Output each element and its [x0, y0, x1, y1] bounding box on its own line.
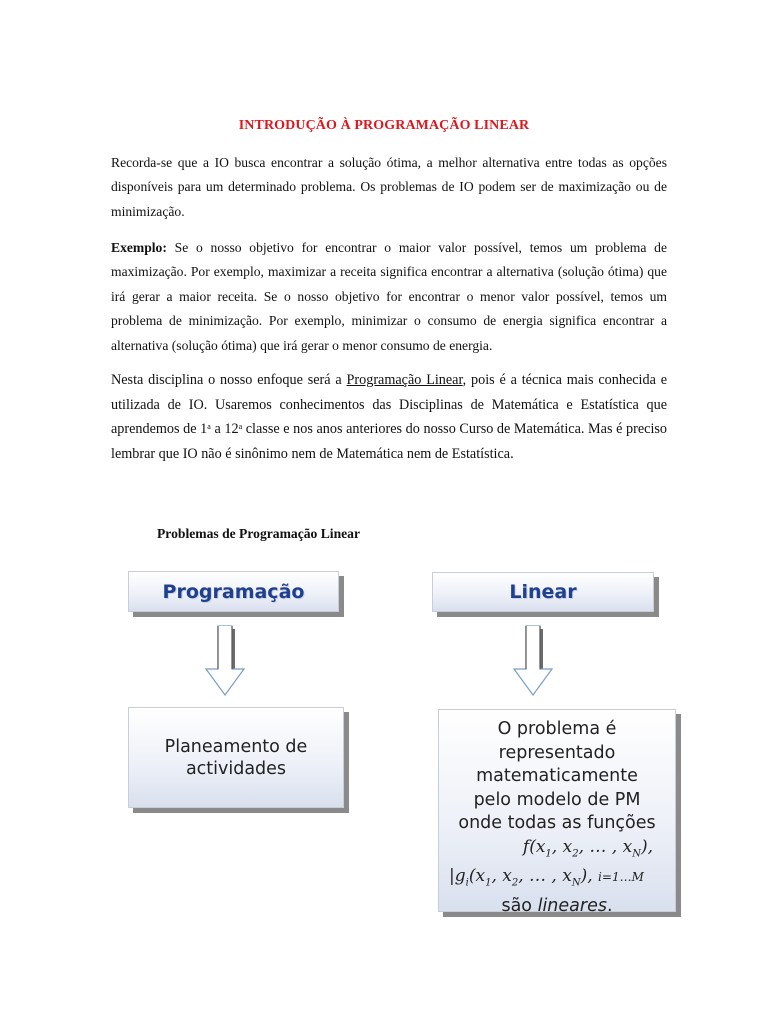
- programacao-linear-link[interactable]: Programação Linear: [346, 372, 463, 388]
- focus-text-d: classe e nos anos anteriores do nosso Curso de Matemática. Mas é preciso lembrar que IO não é sinônimo nem de Matemática nem de Estatística.: [111, 421, 667, 462]
- paragraph-example: [111, 236, 667, 358]
- formula-g: $|g_i(x_1$, $x_2$, … , $x_N$), i=1…M: [449, 866, 644, 889]
- desc-line-last: são lineares.: [501, 896, 613, 917]
- paragraph-intro: Recorda-se que a IO busca encontrar a solução ótima, a melhor alternativa entre todas as opções disponíveis para um determinado problema. Os problemas de IO podem ser de maximização ou de minimização.: [111, 155, 667, 219]
- sup-1: a: [207, 422, 211, 432]
- paragraph-focus: [111, 368, 667, 466]
- desc-line-1: O problema é: [497, 719, 617, 739]
- down-arrow-icon-left: [204, 625, 250, 697]
- document-title: INTRODUÇÃO À PROGRAMAÇÃO LINEAR: [238, 118, 530, 133]
- example-label: Exemplo:: [111, 240, 167, 255]
- focus-text-c: a 12: [210, 421, 239, 438]
- box-model-description: [438, 709, 676, 917]
- desc-line-2: representado: [498, 742, 616, 763]
- planeamento-line-2: actividades: [185, 758, 287, 779]
- focus-text-b: , pois é a técnica mais conhecida e utilizada de IO. Usaremos conhecimentos das Disciplinas de Matemática e Estatística que aprendemos de 1: [111, 372, 667, 438]
- section-heading: Problemas de Programação Linear: [157, 526, 360, 541]
- desc-line-3: matematicamente: [476, 766, 638, 786]
- formula-f: $f(x_1$, $x_2$, … , $x_N$),: [522, 836, 653, 859]
- example-text: Se o nosso objetivo for encontrar o maior valor possível, temos um problema de maximização. Por exemplo, maximizar a receita significa encontrar a alternativa (solução ótima) que irá gerar a maior receita. Se o nosso objetivo for encontrar o menor valor possível, temos um problema de minimização. Por exemplo, minimizar o consumo de energia significa encontrar a alternativa (solução ótima) que irá gerar o menor consumo de energia.: [111, 240, 667, 353]
- box-programacao: Programação: [128, 571, 339, 612]
- down-arrow-icon-right: [512, 625, 558, 697]
- desc-line-5: onde todas as funções: [458, 813, 656, 833]
- focus-text-a: Nesta disciplina o nosso enfoque será a: [111, 372, 347, 388]
- box-linear: Linear: [432, 572, 654, 612]
- sup-2: a: [238, 422, 243, 432]
- desc-line-4: pelo modelo de PM: [473, 789, 641, 810]
- box-planeamento: [128, 707, 344, 808]
- planeamento-line-1: Planeamento de: [164, 736, 308, 757]
